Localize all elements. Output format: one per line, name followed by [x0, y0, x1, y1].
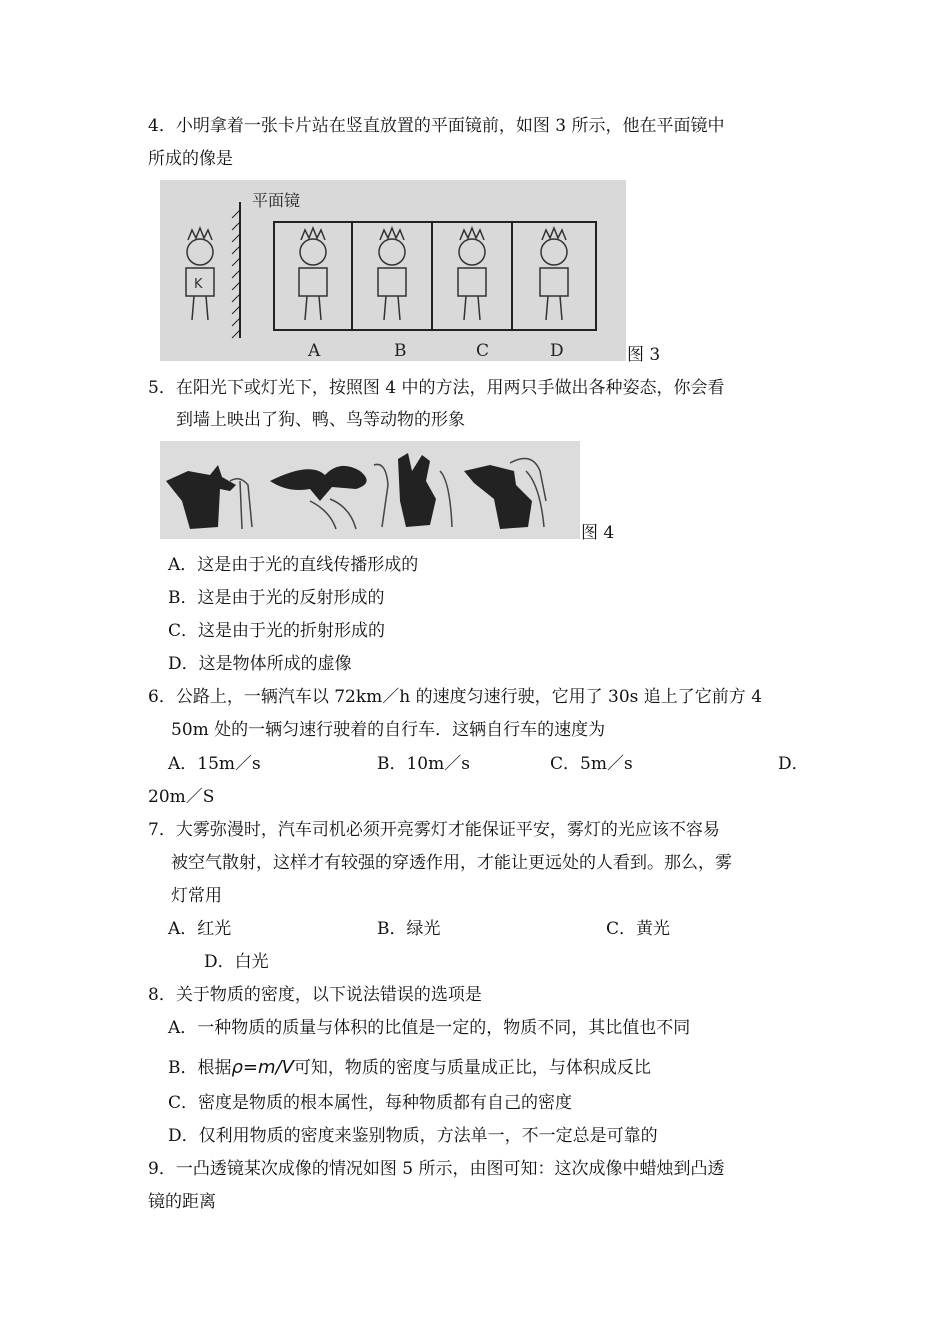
boy-option-d [540, 228, 568, 320]
shadow-duck [464, 465, 532, 529]
q6-line1: 6．公路上，一辆汽车以 72km／h 的速度匀速行驶，它用了 30s 追上了它前方 4 [148, 687, 763, 707]
label-a: A [308, 341, 321, 361]
boy-option-b [378, 228, 406, 320]
shadow-bird [270, 466, 367, 501]
q8-line1: 8．关于物质的密度，以下说法错误的选项是 [148, 985, 482, 1005]
q8-option-b [168, 1056, 651, 1080]
q9-line1: 9．一凸透镜某次成像的情况如图 5 所示，由图可知：这次成像中蜡烛到凸透 [148, 1159, 725, 1179]
q6-option-d-value: 20m／S [148, 787, 215, 807]
card-letter: K [194, 277, 203, 292]
mirror-hatch [232, 210, 240, 338]
q8-option-b-suffix: 可知，物质的密度与质量成正比，与体积成反比 [293, 1058, 651, 1078]
shadow-rabbit [398, 453, 436, 527]
figure-3-caption: 图 3 [627, 345, 661, 365]
q6-option-a: A．15m／s [168, 754, 261, 774]
q7-option-a: A．红光 [168, 919, 232, 939]
q9-line2: 镜的距离 [148, 1192, 216, 1212]
boy-original [186, 228, 214, 320]
q5-line2: 到墙上映出了狗、鸭、鸟等动物的形象 [176, 410, 465, 430]
hand-2 [310, 499, 356, 529]
boy-option-a [299, 228, 327, 320]
q5-option-b: B．这是由于光的反射形成的 [168, 588, 385, 608]
q7-line1: 7．大雾弥漫时，汽车司机必须开亮雾灯才能保证平安，雾灯的光应该不容易 [148, 820, 720, 840]
boy-option-c [458, 228, 486, 320]
q8-option-b-prefix: B．根据 [168, 1058, 232, 1078]
q7-line3: 灯常用 [171, 886, 222, 906]
figure-4-caption: 图 4 [581, 523, 615, 543]
q8-option-c: C．密度是物质的根本属性，每种物质都有自己的密度 [168, 1093, 573, 1113]
q6-line2: 50m 处的一辆匀速行驶着的自行车．这辆自行车的速度为 [171, 720, 606, 740]
figure-4-hand-shadows [160, 441, 580, 539]
q4-line1: 4．小明拿着一张卡片站在竖直放置的平面镜前，如图 3 所示，他在平面镜中 [148, 116, 725, 136]
q4-line2: 所成的像是 [148, 149, 233, 169]
shadow-dog [166, 465, 236, 529]
figure-3-drawing [160, 180, 626, 361]
figure-4-drawing [160, 441, 580, 539]
q7-option-d: D．白光 [204, 952, 269, 972]
label-c: C [476, 341, 490, 361]
q5-option-a: A．这是由于光的直线传播形成的 [168, 555, 419, 575]
q6-option-b: B．10m／s [377, 754, 470, 774]
label-b: B [394, 341, 407, 361]
q5-line1: 5．在阳光下或灯光下，按照图 4 中的方法，用两只手做出各种姿态，你会看 [148, 378, 725, 398]
mirror-label: 平面镜 [252, 191, 301, 210]
label-d: D [550, 341, 564, 361]
q5-option-c: C．这是由于光的折射形成的 [168, 621, 386, 641]
options-frame [274, 222, 596, 330]
q8-option-a: A．一种物质的质量与体积的比值是一定的，物质不同，其比值也不同 [168, 1018, 691, 1038]
figure-3-mirror-images [160, 180, 626, 361]
density-formula: ρ=m/V [231, 1057, 294, 1078]
q8-option-d: D．仅利用物质的密度来鉴别物质，方法单一，不一定总是可靠的 [168, 1126, 658, 1146]
q7-option-b: B．绿光 [377, 919, 441, 939]
q5-option-d: D．这是物体所成的虚像 [168, 654, 352, 674]
q6-option-c: C．5m／s [550, 754, 633, 774]
q7-line2: 被空气散射，这样才有较强的穿透作用，才能让更远处的人看到。那么，雾 [171, 853, 732, 873]
q7-option-c: C．黄光 [606, 919, 671, 939]
q6-option-d-label: D． [778, 754, 809, 774]
